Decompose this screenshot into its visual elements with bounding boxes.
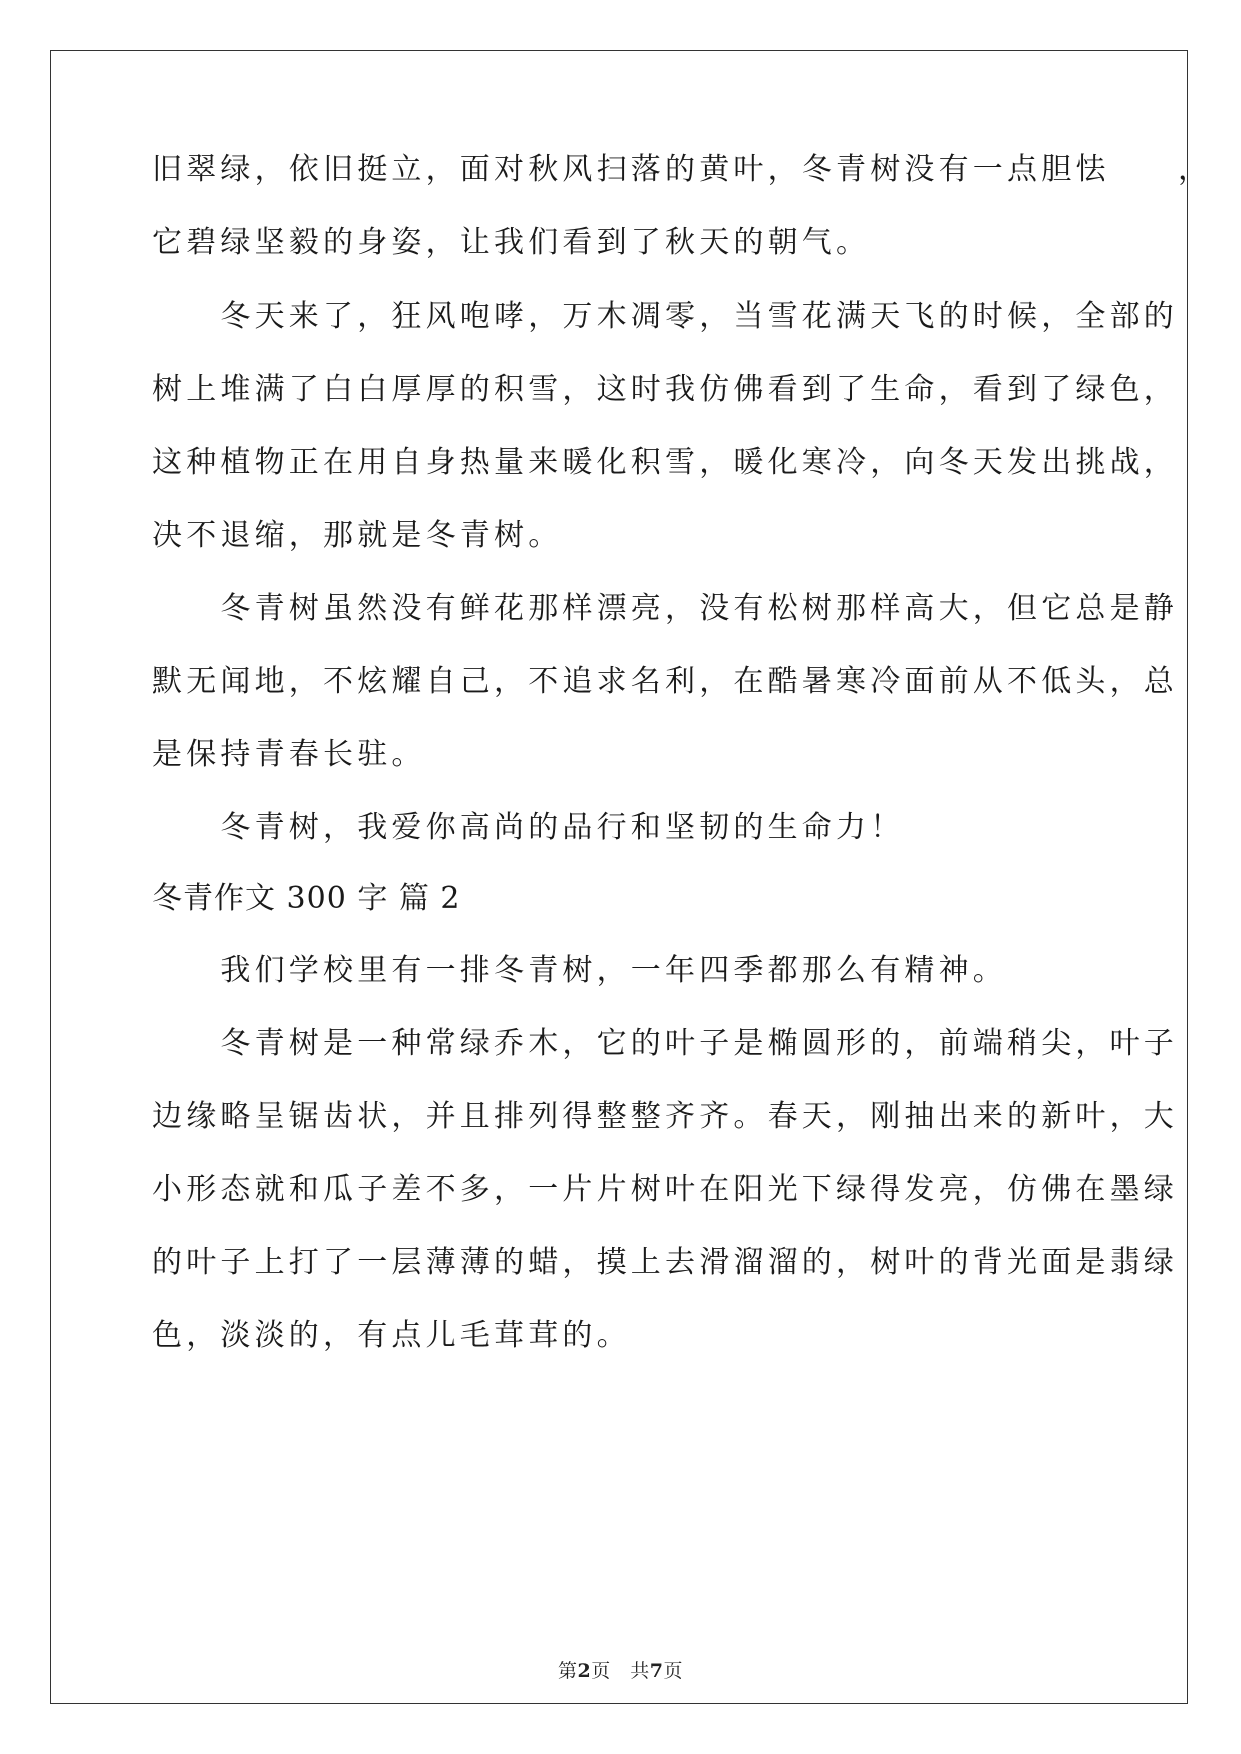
footer-middle: 页 共	[591, 1660, 650, 1682]
text-line-9: 是保持青春长驻。	[152, 737, 426, 772]
text-line-5: 这种植物正在用自身热量来暖化积雪，暖化寒冷，向冬天发出挑战，	[152, 445, 1178, 480]
text-line-1: 旧翠绿，依旧挺立，面对秋风扫落的黄叶，冬青树没有一点胆怯 ，	[152, 152, 1213, 187]
text-line-10: 冬青树，我爱你高尚的品行和坚韧的生命力！	[152, 810, 905, 845]
text-line-12: 我们学校里有一排冬青树，一年四季都那么有精神。	[152, 953, 1007, 988]
text-line-17: 色，淡淡的，有点儿毛茸茸的。	[152, 1318, 631, 1353]
text-line-3: 冬天来了，狂风咆哮，万木凋零，当雪花满天飞的时候，全部的	[152, 299, 1178, 334]
text-line-16: 的叶子上打了一层薄薄的蜡，摸上去滑溜溜的，树叶的背光面是翡绿	[152, 1245, 1178, 1280]
text-line-14: 边缘略呈锯齿状，并且排列得整整齐齐。春天，刚抽出来的新叶，大	[152, 1099, 1178, 1134]
text-line-4: 树上堆满了白白厚厚的积雪，这时我仿佛看到了生命，看到了绿色，	[152, 372, 1178, 407]
text-line-8: 默无闻地，不炫耀自己，不追求名利，在酷暑寒冷面前从不低头，总	[152, 664, 1178, 699]
footer-suffix: 页	[663, 1660, 683, 1682]
footer-prefix: 第	[557, 1660, 578, 1682]
text-line-13: 冬青树是一种常绿乔木，它的叶子是椭圆形的，前端稍尖，叶子	[152, 1026, 1178, 1061]
text-line-2: 它碧绿坚毅的身姿，让我们看到了秋天的朝气。	[152, 225, 871, 260]
page-footer	[0, 1656, 1241, 1683]
section-heading: 冬青作文 300 字 篇 2	[152, 881, 461, 916]
current-page-number: 2	[577, 1660, 592, 1682]
text-line-7: 冬青树虽然没有鲜花那样漂亮，没有松树那样高大，但它总是静	[152, 591, 1178, 626]
total-pages-number: 7	[649, 1660, 664, 1682]
text-line-15: 小形态就和瓜子差不多，一片片树叶在阳光下绿得发亮，仿佛在墨绿	[152, 1172, 1178, 1207]
text-line-6: 决不退缩，那就是冬青树。	[152, 518, 563, 553]
